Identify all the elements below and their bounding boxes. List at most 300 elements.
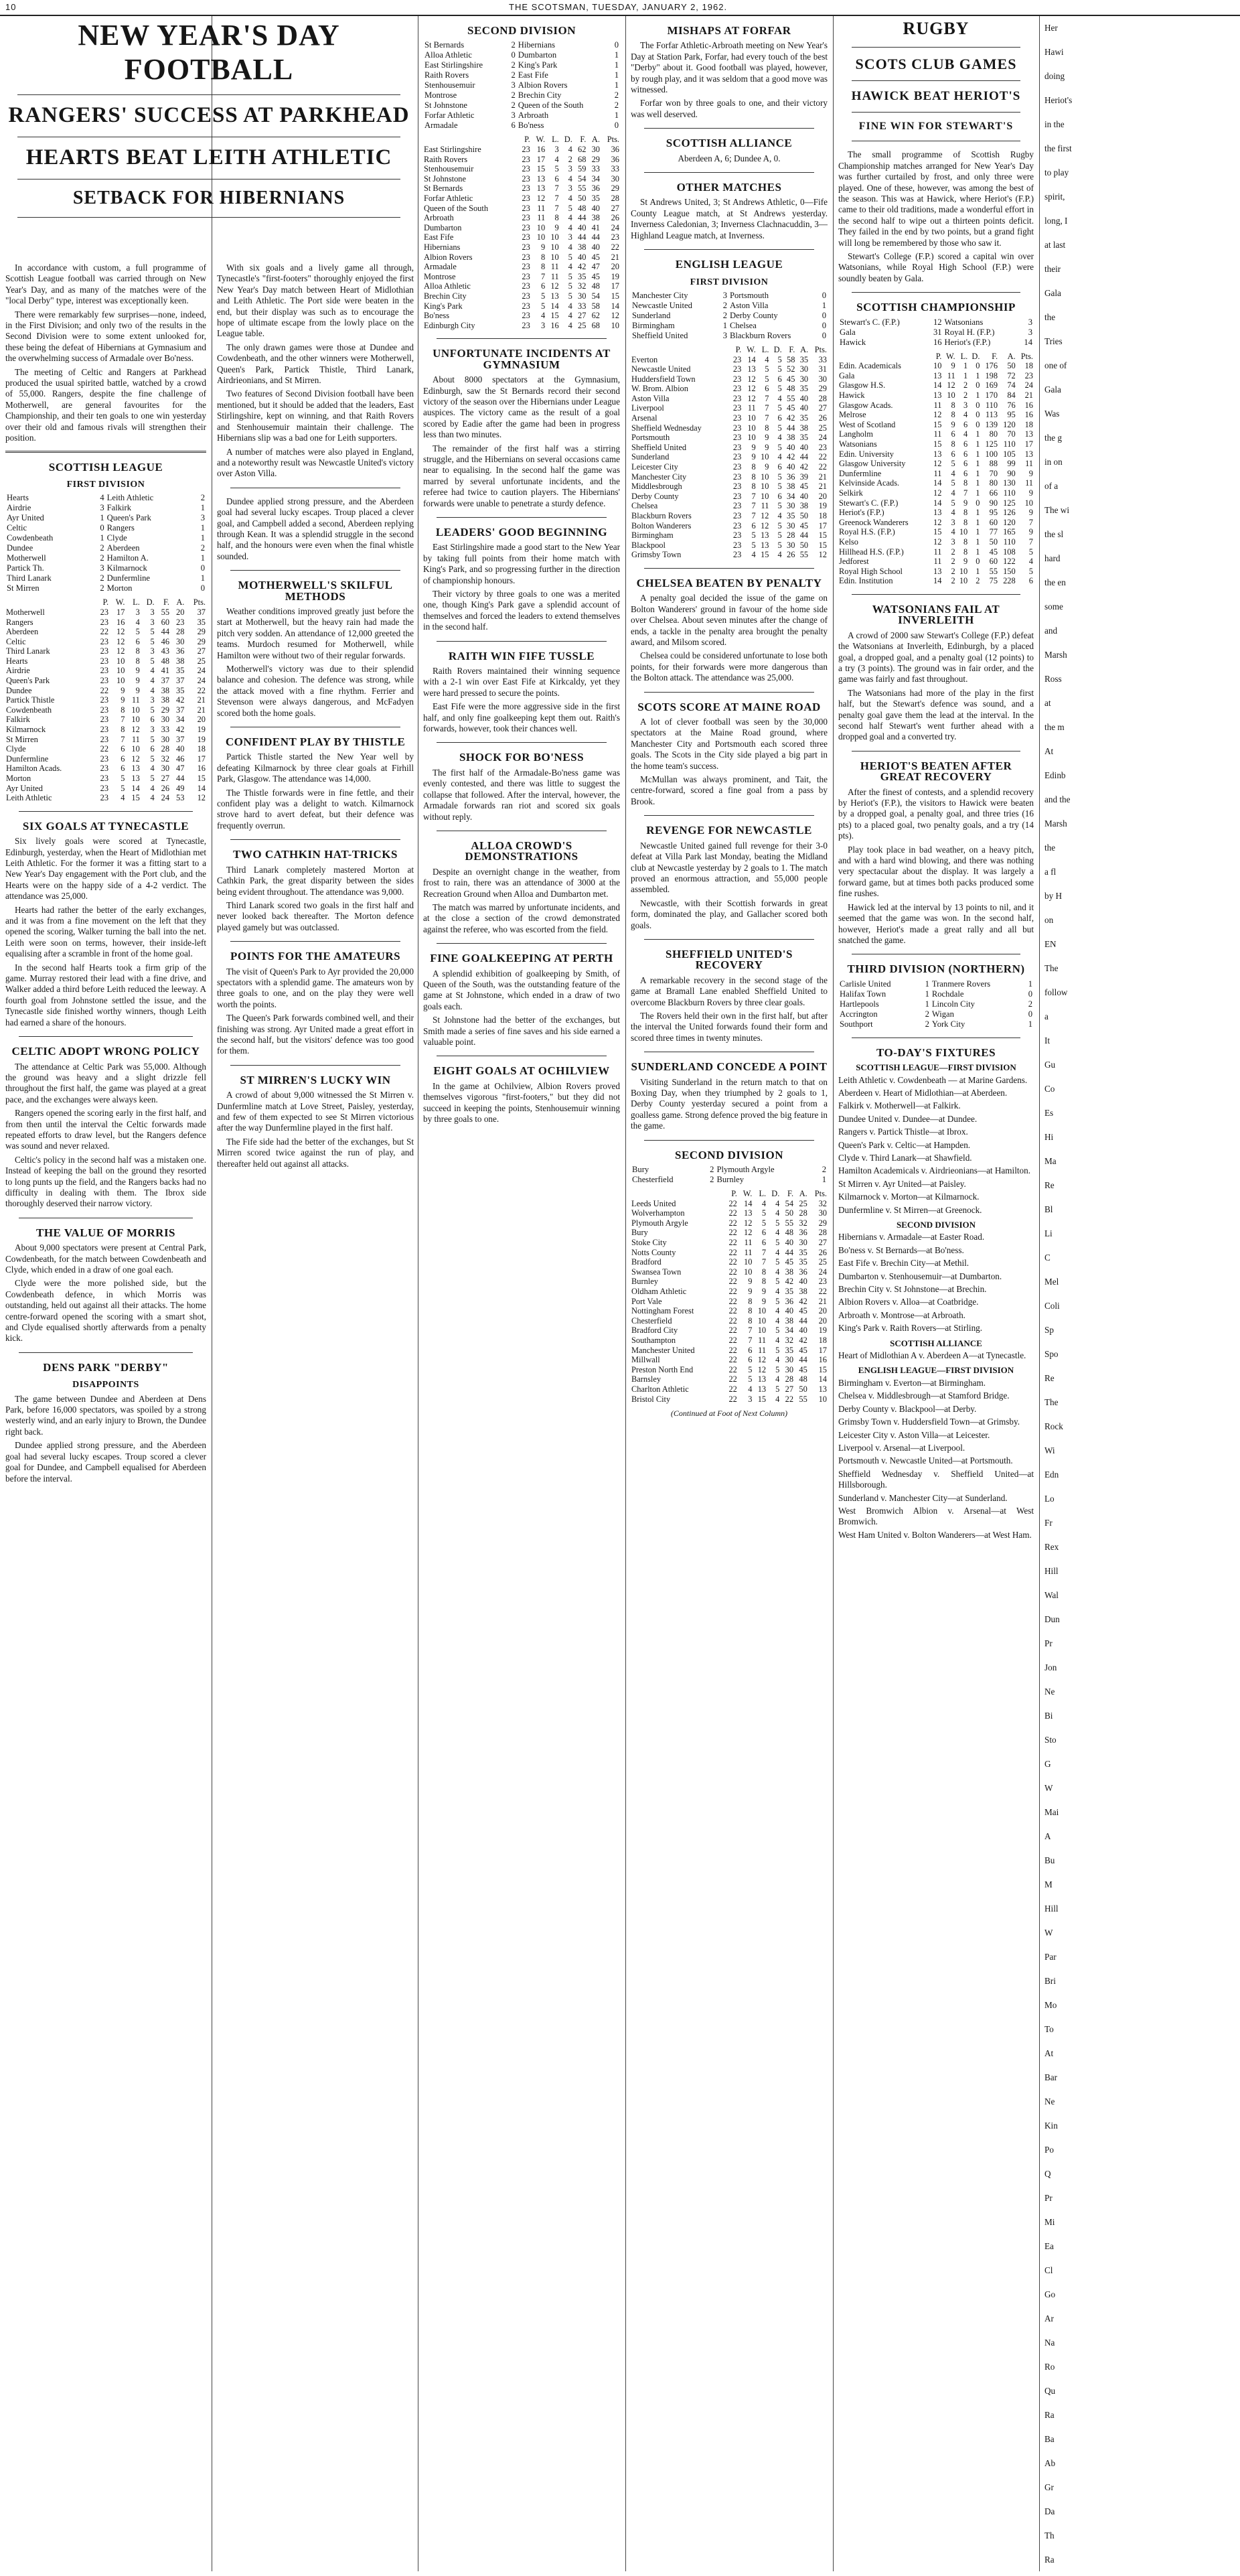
stat-cell: 10 <box>117 656 125 666</box>
stat-cell: 29 <box>818 1218 827 1228</box>
home-score: 3 <box>100 563 104 573</box>
stat-cell: 5 <box>751 530 756 541</box>
stat-cell: 22 <box>728 1228 737 1238</box>
home-score: 0 <box>100 523 104 533</box>
alliance-result: Aberdeen A, 6; Dundee A, 0. <box>678 153 781 163</box>
away-team: Plymouth Argyle <box>716 1165 775 1175</box>
article-title: REVENGE FOR NEWCASTLE <box>646 824 812 837</box>
home-team: Alloa Athletic <box>424 50 472 60</box>
stat-cell: 5 <box>775 1345 780 1355</box>
stat-cell: 5 <box>951 478 955 488</box>
stat-cell: 10 <box>117 666 125 676</box>
page-header <box>0 0 1240 16</box>
home-score: 3 <box>511 80 516 90</box>
stat-cell: 6 <box>951 449 955 459</box>
stat-cell: 9 <box>765 442 769 452</box>
stat-cell: 22 <box>728 1364 737 1374</box>
cropped-line: Ab <box>1044 2458 1056 2468</box>
away-team: Aston Villa <box>729 300 769 310</box>
home-score: 1 <box>925 989 929 999</box>
stat-cell: 3 <box>150 725 155 735</box>
stat-cell: 4 <box>775 1394 780 1404</box>
home-score: 12 <box>933 317 942 327</box>
results-table <box>838 317 1034 348</box>
stat-cell: 18 <box>197 744 206 754</box>
stat-cell: 40 <box>787 462 795 472</box>
stat-cell: 60 <box>161 617 170 627</box>
cropped-line: the m <box>1044 722 1065 732</box>
stat-cell: 11 <box>1025 459 1033 469</box>
stat-cell: 14 <box>131 783 140 793</box>
article-subtitle: DISAPPOINTS <box>72 1380 139 1390</box>
team-name: Huddersfield Town <box>631 374 696 384</box>
home-score: 31 <box>933 327 942 337</box>
col-header: W. <box>115 597 125 607</box>
stat-cell: 10 <box>761 472 769 482</box>
stat-cell: 24 <box>197 666 206 676</box>
stat-cell: 28 <box>161 744 170 754</box>
stat-cell: 45 <box>799 1345 807 1355</box>
stat-cell: 36 <box>799 1228 807 1238</box>
team-name: Motherwell <box>6 607 45 617</box>
home-score: 2 <box>710 1175 714 1185</box>
team-name: Langholm <box>839 429 873 439</box>
team-name: Newcastle United <box>631 364 691 374</box>
table-row <box>631 394 828 404</box>
stat-cell: 23 <box>522 193 530 203</box>
team-name: Brechin City <box>424 291 467 301</box>
cropped-line: Ma <box>1044 1156 1057 1166</box>
stat-cell: 9 <box>751 452 756 462</box>
stat-cell: 12 <box>117 636 125 646</box>
stat-cell: 1 <box>976 459 980 469</box>
stat-cell: 7 <box>963 488 968 498</box>
team-name: Middlesbrough <box>631 482 682 492</box>
section-title: SCOTTISH LEAGUE <box>48 460 163 474</box>
away-team: Falkirk <box>106 503 132 513</box>
away-team: Arbroath <box>518 111 549 121</box>
stat-cell: 5 <box>554 164 559 174</box>
team-name: Bradford City <box>631 1326 678 1336</box>
article-paragraph: A penalty goal decided the issue of the game on Bolton Wanderers' ground in favour of the home side over Chelsea. About seven minutes after the change of ends, a tackle in the penalty area brought the penalty award, and Milsom scored. <box>631 593 828 647</box>
col-header: P. <box>731 1189 737 1199</box>
team-name: Morton <box>6 774 31 783</box>
cropped-line: Hill <box>1044 1566 1059 1576</box>
away-team: Albion Rovers <box>518 80 568 90</box>
stat-cell: 1 <box>963 370 968 380</box>
stat-cell: 5 <box>748 1364 753 1374</box>
stat-cell: 5 <box>761 1218 767 1228</box>
result-row <box>838 338 1034 348</box>
stat-cell: 2 <box>951 566 955 576</box>
stat-cell: 23 <box>732 423 742 433</box>
table-row <box>5 793 206 803</box>
team-name: Blackpool <box>631 540 666 550</box>
stat-cell: 13 <box>757 1384 767 1394</box>
team-name: Celtic <box>6 636 26 646</box>
cropped-line: Wal <box>1044 1590 1059 1600</box>
stat-cell: 59 <box>578 164 587 174</box>
stat-cell: 7 <box>1028 517 1033 527</box>
stat-cell: 23 <box>100 783 109 793</box>
away-team: Kilmarnock <box>106 563 147 573</box>
stat-cell: 23 <box>522 311 530 321</box>
away-team: Morton <box>106 583 133 593</box>
stat-cell: 47 <box>591 262 600 272</box>
stat-cell: 1 <box>976 527 980 537</box>
article-paragraph: East Stirlingshire made a good start to the New Year by taking full points from their home match with King's Park, and so progressing further in the direction of championship honours. <box>423 542 620 585</box>
stat-cell: 50 <box>799 511 809 520</box>
cropped-line: the sl <box>1044 529 1064 539</box>
stat-cell: 6 <box>121 764 125 774</box>
team-name: Everton <box>631 354 658 364</box>
team-name: Millwall <box>631 1355 660 1365</box>
home-score: 3 <box>722 330 727 340</box>
stat-cell: 40 <box>785 1238 794 1247</box>
table-row <box>631 1277 828 1287</box>
home-score: 1 <box>925 979 929 989</box>
table-header <box>5 597 206 607</box>
stat-cell: 40 <box>591 203 600 213</box>
lead-paragraph: A number of matches were also played in England, and a noteworthy result was Newcastle United's victory over Aston Villa. <box>217 446 414 479</box>
col-header: F. <box>787 1189 794 1199</box>
stat-cell: 24 <box>818 433 827 443</box>
fixture-line: Chelsea v. Middlesbrough—at Stamford Bridge. <box>838 1390 1010 1401</box>
article-paragraph: About 8000 spectators at the Gymnasium, Edinburgh, saw the St Bernards record their second victory of the season over the Hibernians under League auspices. The victory came as the result of a goal scored by Eadie after the game had been in progress less than two minutes. <box>423 374 620 440</box>
cropped-line: Rex <box>1044 1542 1059 1552</box>
stat-cell: 11 <box>758 1335 767 1345</box>
article-title: SHOCK FOR BO'NESS <box>459 751 585 764</box>
stat-cell: 35 <box>787 511 795 520</box>
home-team: Manchester City <box>632 290 688 300</box>
stat-cell: 4 <box>951 468 955 478</box>
away-score: 2 <box>614 100 619 111</box>
stat-cell: 35 <box>785 1345 794 1355</box>
team-name: Liverpool <box>631 403 664 413</box>
article-paragraph: Their victory by three goals to one was a merited one, though King's Park gave a splendid account of themselves and forced the leaders to extend themselves in the second half. <box>423 589 620 632</box>
away-team: Wigan <box>931 1009 954 1019</box>
cropped-line: Mo <box>1044 2000 1057 2010</box>
stat-cell: 58 <box>787 354 795 364</box>
stat-cell: 4 <box>135 617 140 627</box>
result-row <box>5 573 206 583</box>
fixture-line: Dumbarton v. Stenhousemuir—at Dumbarton. <box>838 1271 1002 1281</box>
article-paragraph: Visiting Sunderland in the return match to that on Boxing Day, when they triumphed by 2 goals to 1, Derby County yesterday secured a point from a goalless game. Strong defence proved the big feature in the game. <box>631 1076 828 1131</box>
stat-cell: 36 <box>799 1267 807 1277</box>
team-name: East Fife <box>424 232 454 242</box>
stat-cell: 14 <box>744 1198 753 1208</box>
cropped-line: Qu <box>1044 2386 1056 2396</box>
stat-cell: 20 <box>818 491 827 501</box>
stat-cell: 10 <box>117 676 125 686</box>
cropped-line: W <box>1044 1928 1053 1938</box>
stat-cell: 44 <box>787 423 795 433</box>
stat-cell: 13 <box>761 540 769 550</box>
stat-cell: 33 <box>578 301 587 311</box>
home-team: Southport <box>840 1019 873 1029</box>
stat-cell: 35 <box>591 193 600 203</box>
stat-cell: 5 <box>150 754 155 764</box>
cropped-line: Cl <box>1044 2265 1053 2275</box>
stat-cell: 42 <box>799 462 809 472</box>
stat-cell: 11 <box>537 203 546 213</box>
stat-cell: 23 <box>522 154 530 164</box>
result-row <box>423 80 620 90</box>
stat-cell: 11 <box>131 734 140 744</box>
home-score: 2 <box>511 70 516 80</box>
table-row <box>631 1248 828 1258</box>
stat-cell: 1 <box>976 370 980 380</box>
stat-cell: 2 <box>951 547 955 557</box>
stat-cell: 38 <box>591 213 600 223</box>
team-name: Wolverhampton <box>631 1208 685 1218</box>
stat-cell: 5 <box>121 783 125 793</box>
article-title: SCOTS SCORE AT MAINE ROAD <box>637 700 821 713</box>
home-score: 1 <box>925 999 929 1009</box>
away-score: 1 <box>200 573 205 583</box>
stat-cell: 23 <box>522 252 530 262</box>
home-team: Hearts <box>7 493 29 503</box>
stat-cell: 15 <box>757 1394 767 1404</box>
article-paragraph: Celtic's policy in the second half was a mistaken one. Instead of keeping the ball on the ground they resorted to long punts up the field, and the Rangers backs had no difficulty in dealing with them. The Ibrox side thoroughly deserved their narrow victory. <box>5 1154 206 1209</box>
stat-cell: 10 <box>747 433 756 443</box>
article-paragraph: Hawick led at the interval by 13 points to nil, and it seemed that the game was won. In the second half, however, Heriot's made a great rally and all but snatched the game. <box>838 902 1034 945</box>
stat-cell: 38 <box>176 656 185 666</box>
stat-cell: 33 <box>611 164 619 174</box>
cropped-line: Marsh <box>1044 818 1067 829</box>
article-paragraph: Clyde were the more polished side, but the Cowdenbeath defence, in which Morris was outstanding, held out against all their attacks. The home centre-forward opened the scoring with a smart shot, and Clyde equalised shortly afterwards from a penalty kick. <box>5 1278 206 1344</box>
stat-cell: 9 <box>761 1296 767 1306</box>
team-name: Bradford <box>631 1257 662 1267</box>
stat-cell: 10 <box>761 491 769 501</box>
fixture-line: Birmingham v. Everton—at Birmingham. <box>838 1377 986 1388</box>
article-title: UNFORTUNATE INCIDENTS AT GYMNASIUM <box>433 347 611 371</box>
cropped-line: Po <box>1044 2145 1054 2155</box>
team-name: Dumbarton <box>424 222 462 232</box>
stat-cell: 13 <box>1024 429 1033 439</box>
col-header: W. <box>945 351 955 361</box>
cropped-line: Ross <box>1044 674 1062 684</box>
team-name: Port Vale <box>631 1296 662 1306</box>
fixture-line: St Mirren v. Ayr United—at Paisley. <box>838 1178 966 1189</box>
stat-cell: 6 <box>540 281 546 291</box>
col-header: P. <box>102 597 109 607</box>
stat-cell: 23 <box>100 725 109 735</box>
col-header: L. <box>960 351 968 361</box>
team-name: W. Brom. Albion <box>631 384 688 394</box>
cropped-line: the g <box>1044 433 1063 443</box>
away-score: 0 <box>200 563 205 573</box>
section-subtitle: FIRST DIVISION <box>66 479 145 490</box>
table-row <box>631 1336 828 1346</box>
article-paragraph: The Forfar Athletic-Arbroath meeting on New Year's Day at Station Park, Forfar, had every touch of the best "Derby" about it. Good football was played, however, by rough play, and it was seldom that a good move was witnessed. <box>631 40 828 95</box>
cropped-line: Ra <box>1044 2410 1055 2420</box>
stat-cell: 23 <box>522 145 530 154</box>
league-table <box>631 345 828 560</box>
stat-cell: 22 <box>100 744 109 754</box>
lead-paragraph: There were remarkably few surprises—none, indeed, in the First Division; and only two of the results in the Second Division were to some extent unlooked for, these being the defeat of Hibernians at Gymnasium and the overwhelming success of Armadale over Bo'ness. <box>5 309 206 364</box>
results-table <box>5 493 206 593</box>
stat-cell: 9 <box>554 222 559 232</box>
away-score: 1 <box>1028 979 1032 989</box>
home-team: Celtic <box>7 523 27 533</box>
stat-cell: 3 <box>568 232 572 242</box>
result-row <box>838 1019 1034 1029</box>
stat-cell: 23 <box>732 364 742 374</box>
result-row <box>838 979 1034 989</box>
stat-cell: 1 <box>976 468 980 478</box>
table-row <box>631 423 828 433</box>
stat-cell: 9 <box>1028 488 1033 498</box>
stat-cell: 9 <box>951 361 955 371</box>
cropped-line: by H <box>1044 891 1063 901</box>
result-row <box>838 1009 1034 1019</box>
stat-cell: 23 <box>100 656 109 666</box>
lead-story <box>4 16 414 226</box>
result-row <box>631 311 828 321</box>
article-title: SIX GOALS AT TYNECASTLE <box>22 819 189 833</box>
cropped-line: Bl <box>1044 1204 1053 1214</box>
stat-cell: 0 <box>976 498 980 508</box>
team-name: Gala <box>839 370 855 380</box>
col-header: A. <box>800 344 809 354</box>
away-team: Rangers <box>106 523 135 533</box>
stat-cell: 10 <box>757 1315 767 1326</box>
article-paragraph: After the finest of contests, and a splendid recovery by Heriot's (F.P.), the visitors to Hawick were beaten by a dropped goal, a penalty goal, and three tries (16 pts) to a placed goal, two penalty goals, and a try (14 pts). <box>838 786 1034 841</box>
stat-cell: 23 <box>732 374 742 384</box>
stat-cell: 45 <box>799 1306 807 1316</box>
table-row <box>631 1374 828 1384</box>
fixture-line: Hibernians v. Armadale—at Easter Road. <box>838 1232 985 1242</box>
result-row <box>631 331 828 341</box>
stat-cell: 24 <box>1024 380 1033 390</box>
stat-cell: 12 <box>933 459 942 469</box>
team-name: King's Park <box>424 301 463 311</box>
stat-cell: 23 <box>522 301 530 311</box>
stat-cell: 130 <box>1003 478 1016 488</box>
article-paragraph: Third Lanark scored two goals in the first half and never looked back thereafter. The Morton defence played gamely but was outclassed. <box>217 900 414 932</box>
stat-cell: 23 <box>732 403 742 413</box>
away-score: 1 <box>200 503 205 513</box>
stat-cell: 23 <box>818 442 827 452</box>
stat-cell: 5 <box>150 656 155 666</box>
stat-cell: 16 <box>536 145 546 154</box>
fixture-line: Liverpool v. Arsenal—at Liverpool. <box>838 1442 965 1453</box>
stat-cell: 4 <box>568 213 572 223</box>
fixture-line: Grimsby Town v. Huddersfield Town—at Grimsby. <box>838 1417 1020 1427</box>
away-team: Queen of the South <box>518 100 584 111</box>
stat-cell: 6 <box>121 744 125 754</box>
stat-cell: 52 <box>787 364 795 374</box>
stat-cell: 7 <box>554 184 559 194</box>
stat-cell: 10 <box>933 361 942 371</box>
table-row <box>423 232 620 242</box>
away-team: East Fife <box>518 70 548 80</box>
team-name: Charlton Athletic <box>631 1384 689 1394</box>
stat-cell: 12 <box>747 374 756 384</box>
stat-cell: 5 <box>777 501 782 511</box>
stat-cell: 22 <box>728 1198 737 1208</box>
team-name: Grimsby Town <box>631 550 682 560</box>
stat-cell: 12 <box>197 793 206 803</box>
away-score: 1 <box>822 1175 826 1185</box>
article-paragraph: The match was marred by unfortunate incidents, and at the close a section of the crowd demonstrated against the referee, who was escorted from the field. <box>423 902 620 934</box>
team-name: Dundee <box>6 685 32 695</box>
table-row <box>838 429 1034 439</box>
away-team: Lincoln City <box>931 999 975 1009</box>
cropped-line: Ro <box>1044 2362 1055 2372</box>
stat-cell: 33 <box>161 725 170 735</box>
table-row <box>631 413 828 423</box>
stat-cell: 9 <box>540 242 546 252</box>
stat-cell: 55 <box>578 184 587 194</box>
stat-cell: 34 <box>785 1326 794 1336</box>
table-header <box>631 1189 828 1199</box>
stat-cell: 4 <box>775 1228 780 1238</box>
stat-cell: 30 <box>799 364 809 374</box>
article-paragraph: A lot of clever football was seen by the 30,000 spectators at the Maine Road ground, where Manchester City and Portsmouth each scored three goals. The Scots in the City side played a big part in the home team's success. <box>631 717 828 771</box>
stat-cell: 0 <box>976 400 980 410</box>
stat-cell: 5 <box>775 1257 780 1267</box>
cropped-line: Re <box>1044 1373 1055 1383</box>
stat-cell: 13 <box>550 291 559 301</box>
stat-cell: 12 <box>744 1228 753 1238</box>
article-paragraph: Dundee applied strong pressure, and the Aberdeen goal had several lucky escapes. Troup placed a clever goal, and Campbell added a second, Aberdeen replying through Kean. It was a splendid struggle in the second half, and the honours were even when the final whistle sounded. <box>217 496 414 561</box>
stat-cell: 8 <box>121 725 125 735</box>
stat-cell: 53 <box>176 793 185 803</box>
stat-cell: 24 <box>161 793 170 803</box>
stat-cell: 12 <box>933 536 942 547</box>
cropped-line: Pr <box>1044 1638 1053 1648</box>
continued-note: (Continued at Foot of Next Column) <box>670 1409 788 1419</box>
stat-cell: 8 <box>963 478 968 488</box>
team-name: Hawick <box>839 390 865 401</box>
stat-cell: 22 <box>728 1257 737 1267</box>
team-col-header <box>631 345 729 355</box>
team-name: Glasgow University <box>839 459 906 469</box>
cropped-line: Spo <box>1044 1349 1059 1359</box>
stat-cell: 27 <box>818 1238 827 1247</box>
table-row <box>5 627 206 637</box>
stat-cell: 4 <box>963 429 968 439</box>
stat-cell: 90 <box>1007 468 1016 478</box>
stat-cell: 11 <box>744 1247 753 1257</box>
cropped-line: Gala <box>1044 288 1061 298</box>
stat-cell: 36 <box>785 1296 794 1306</box>
stat-cell: 10 <box>131 715 140 725</box>
stat-cell: 5 <box>150 627 155 637</box>
stat-cell: 44 <box>578 213 587 223</box>
stat-cell: 23 <box>522 291 530 301</box>
team-name: St Johnstone <box>424 173 466 184</box>
cropped-line: Dun <box>1044 1614 1060 1624</box>
table-row <box>631 1316 828 1326</box>
stat-cell: 8 <box>135 656 140 666</box>
stat-cell: 8 <box>554 213 559 223</box>
stat-cell: 23 <box>100 646 109 656</box>
article-paragraph: Play took place in bad weather, on a heavy pitch, and with a hard wind blowing, and there was nothing very spectacular about the display. It was largely a forward game, but at times both packs produced some fine rushes. <box>838 844 1034 899</box>
stat-cell: 45 <box>787 374 795 384</box>
stat-cell: 10 <box>536 222 546 232</box>
article-paragraph: McMullan was always prominent, and Tait, the centre-forward, scored a fine goal from a pass by Brook. <box>631 774 828 806</box>
table-row <box>423 223 620 233</box>
away-team: Tranmere Rovers <box>931 979 991 989</box>
stat-cell: 22 <box>728 1345 737 1355</box>
stat-cell: 11 <box>933 429 942 439</box>
result-row <box>5 523 206 533</box>
cropped-line: Ea <box>1044 2241 1054 2251</box>
stat-cell: 37 <box>161 676 170 686</box>
